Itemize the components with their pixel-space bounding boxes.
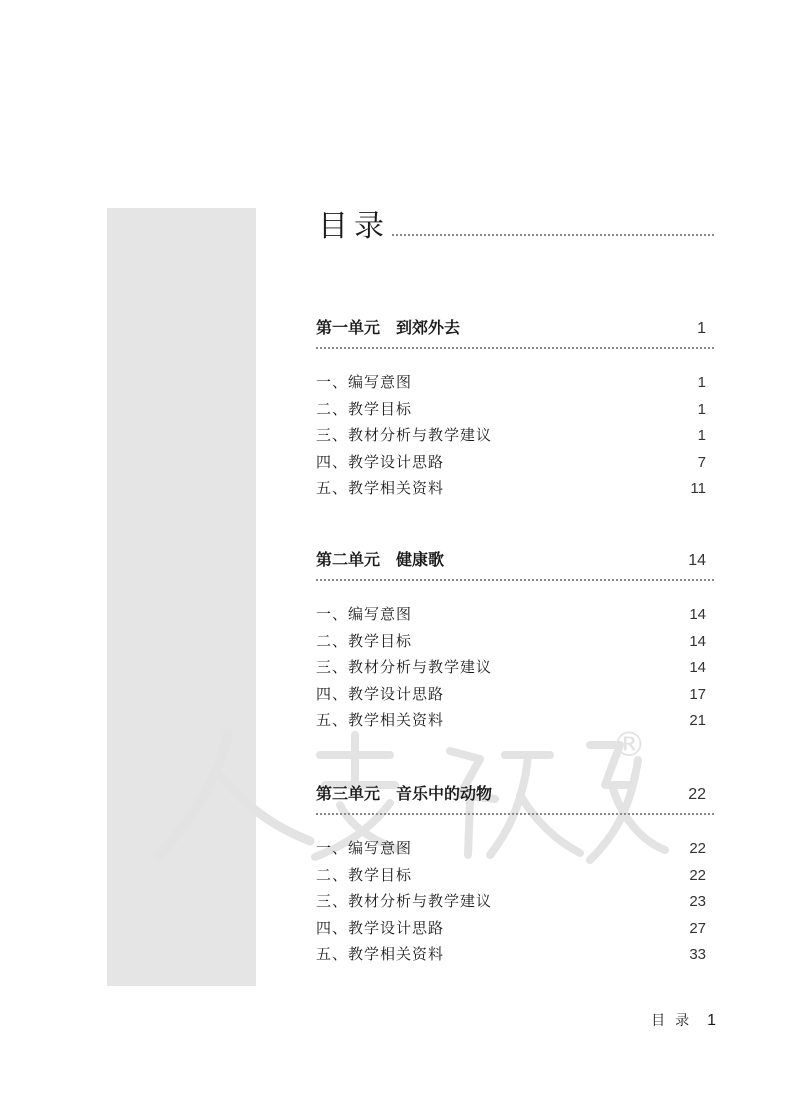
unit-section-2 [316,547,714,734]
unit-page-number: 14 [688,552,706,569]
toc-entry[interactable] [316,475,714,502]
toc-entry-page: 1 [697,427,706,444]
toc-entry-page: 22 [689,866,706,884]
side-band [107,208,256,986]
toc-entry[interactable] [316,396,714,423]
unit-heading-row[interactable] [316,781,714,807]
toc-entry-page: 1 [697,374,706,391]
toc-entry-page: 11 [690,480,706,497]
unit-dotted-rule [316,347,714,349]
toc-entry-page: 14 [689,632,706,650]
toc-entry-label: 二、教学目标 [316,399,413,418]
toc-entry-label: 三、教材分析与教学建议 [316,658,493,676]
unit-page-number: 22 [688,786,706,803]
unit-page-number: 1 [697,320,706,337]
toc-entry-label: 一、编写意图 [316,373,413,391]
page-title: 目录 [318,209,390,244]
toc-entry[interactable] [316,681,714,708]
unit-item-list [316,601,714,734]
toc-entry-page: 14 [689,606,706,623]
toc-entry[interactable] [316,941,714,968]
toc-entry-page: 23 [689,893,706,910]
unit-heading-row[interactable] [316,547,714,573]
toc-entry-label: 四、教学设计思路 [316,684,445,703]
toc-entry-page: 17 [689,685,706,703]
toc-entry-page: 27 [689,919,706,937]
toc-entry-page: 21 [689,712,706,729]
toc-entry-page: 33 [689,946,706,963]
toc-entry-label: 一、编写意图 [316,839,413,857]
unit-title: 第一单元 到郊外去 [316,318,461,337]
toc-entry-label: 四、教学设计思路 [316,452,445,471]
toc-entry-label: 二、教学目标 [316,865,413,884]
toc-entry-label: 五、教学相关资料 [316,711,445,729]
toc-entry-page: 1 [697,400,706,418]
toc-entry[interactable] [316,601,714,628]
footer-label: 目录 [651,1013,700,1029]
toc-entry[interactable] [316,862,714,889]
toc-entry-label: 三、教材分析与教学建议 [316,426,493,444]
unit-title: 第三单元 音乐中的动物 [316,784,493,803]
toc-entry[interactable] [316,835,714,862]
toc-entry-label: 五、教学相关资料 [316,479,445,497]
heading-dotted-rule [392,234,714,236]
unit-section-1 [316,315,714,502]
toc-entry-label: 一、编写意图 [316,605,413,623]
toc-entry[interactable] [316,915,714,942]
toc-heading [318,198,714,242]
registered-mark: ® [612,725,646,765]
toc-entry-page: 14 [689,659,706,676]
toc-entry-label: 二、教学目标 [316,631,413,650]
unit-dotted-rule [316,813,714,815]
unit-item-list [316,835,714,968]
toc-entry[interactable] [316,628,714,655]
toc-entry-label: 三、教材分析与教学建议 [316,892,493,910]
unit-title: 第二单元 健康歌 [316,550,445,569]
toc-entry[interactable] [316,707,714,734]
toc-entry[interactable] [316,369,714,396]
unit-dotted-rule [316,579,714,581]
toc-entry[interactable] [316,654,714,681]
footer-page-number: 1 [707,1012,716,1029]
toc-entry[interactable] [316,888,714,915]
toc-entry[interactable] [316,449,714,476]
toc-entry-page: 7 [697,453,706,471]
page-footer [636,1010,716,1030]
unit-section-3 [316,781,714,968]
toc-entry-label: 五、教学相关资料 [316,945,445,963]
unit-heading-row[interactable] [316,315,714,341]
toc-entry-page: 22 [689,840,706,857]
toc-entry-label: 四、教学设计思路 [316,918,445,937]
unit-item-list [316,369,714,502]
toc-entry[interactable] [316,422,714,449]
